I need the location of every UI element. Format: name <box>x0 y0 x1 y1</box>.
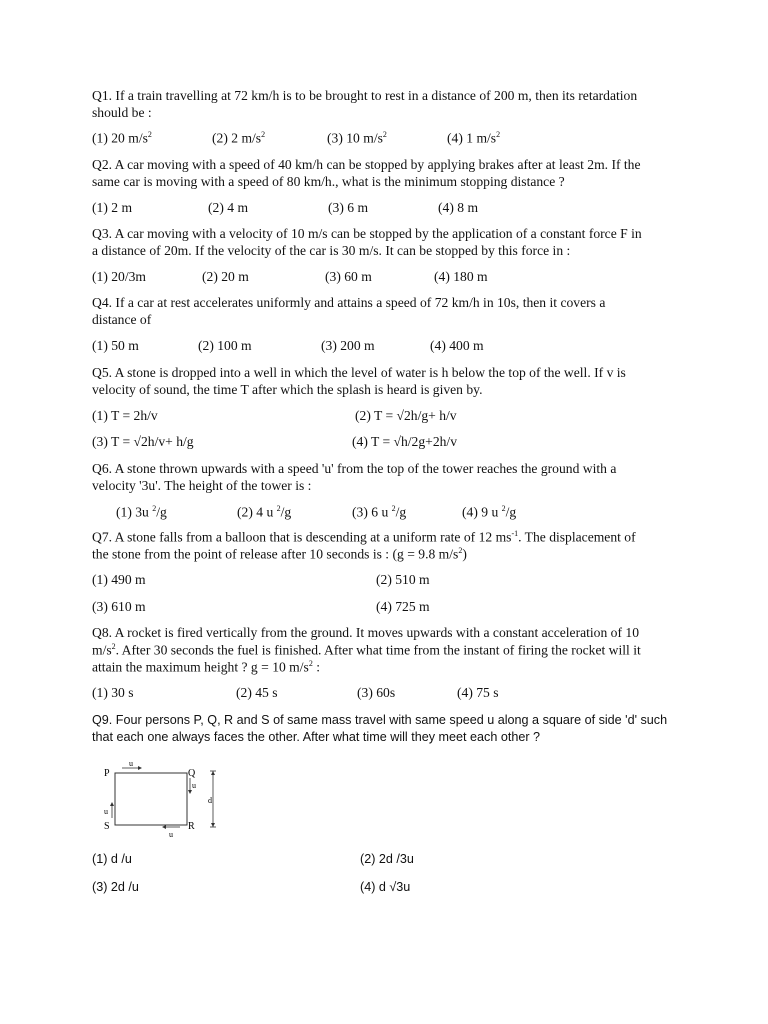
square-diagram <box>92 756 232 840</box>
q2-option-4: (4) 8 m <box>438 200 479 215</box>
q5-option-2: (2) T = √2h/g+ h/v <box>355 408 457 423</box>
q1-text-line-1: Q1. If a train travelling at 72 km/h is to be brought to rest in a distance of 200 m, then its retardation <box>92 88 638 103</box>
square-outline <box>115 773 187 825</box>
q2-text-line-2: same car is moving with a speed of 80 km/h., what is the minimum stopping distance ? <box>92 174 565 189</box>
q3-option-3: (3) 60 m <box>325 269 372 284</box>
q5-option-1: (1) T = 2h/v <box>92 408 158 423</box>
dimension-arrow-down-icon <box>211 823 215 827</box>
q6-option-1: (1) 3u $^2$/g <box>116 504 167 520</box>
q4-option-3: (3) 200 m <box>321 338 375 353</box>
q9-option-2: (2) 2d /3u <box>360 852 414 866</box>
q7-text-line-2: the stone from the point of release after 10 seconds is : (g = 9.8 $m/s^2$) <box>92 546 467 562</box>
q8-text-line-3: attain the maximum height ? g = 10 $m/s^2$ : <box>92 659 321 675</box>
q3-text-line-1: Q3. A car moving with a velocity of 10 m/s can be stopped by the application of a constant force F in <box>92 226 642 241</box>
q3-option-4: (4) 180 m <box>434 269 488 284</box>
label-r: R <box>188 821 195 832</box>
arrowhead-right-icon <box>138 766 142 770</box>
q7-option-3: (3) 610 m <box>92 599 146 614</box>
q8-text-line-2: $m/s^2$. After 30 seconds the fuel is finished. After what time from the instant of firing the rocket will it <box>92 642 641 658</box>
label-u-bottom: u <box>169 830 173 839</box>
dimension-arrow-up-icon <box>211 771 215 775</box>
label-u-left: u <box>104 807 108 816</box>
q1-option-2: (2) 2 $m/s^2$ <box>212 130 266 146</box>
q1-text-line-2: should be : <box>92 105 152 120</box>
label-u-top: u <box>129 759 133 768</box>
q4-text-line-1: Q4. If a car at rest accelerates uniformly and attains a speed of 72 km/h in 10s, then it covers a <box>92 295 606 310</box>
q3-option-1: (1) 20/3m <box>92 269 146 284</box>
q9-text-line-2: that each one always faces the other. After what time will they meet each other ? <box>92 730 541 744</box>
arrowhead-down-icon <box>188 790 192 794</box>
q6-option-4: (4) 9 u $^2$/g <box>462 504 517 520</box>
q2-option-1: (1) 2 m <box>92 200 133 215</box>
q4-option-2: (2) 100 m <box>198 338 252 353</box>
q7-option-2: (2) 510 m <box>376 572 430 587</box>
q9-option-4: (4) d √3u <box>360 880 411 894</box>
q7-text-line-1: Q7. A stone falls from a balloon that is descending at a uniform rate of 12 $ms^{-1}$. The displacement of <box>92 529 636 545</box>
q6-text-line-1: Q6. A stone thrown upwards with a speed 'u' from the top of the tower reaches the ground with a <box>92 461 617 476</box>
q5-text-line-2: velocity of sound, the time T after which the splash is heard is given by. <box>92 382 483 397</box>
q4-option-1: (1) 50 m <box>92 338 139 353</box>
label-s: S <box>104 821 110 832</box>
label-u-right: u <box>192 781 196 790</box>
label-p: P <box>104 768 110 779</box>
q3-option-2: (2) 20 m <box>202 269 249 284</box>
q9-option-1: (1) d /u <box>92 852 132 866</box>
arrowhead-up-icon <box>110 802 114 806</box>
q6-option-3: (3) 6 u $^2$/g <box>352 504 407 520</box>
q9-option-3: (3) 2d /u <box>92 880 139 894</box>
q7-option-1: (1) 490 m <box>92 572 146 587</box>
q6-option-2: (2) 4 u $^2$/g <box>237 504 292 520</box>
q8-option-4: (4) 75 s <box>457 685 499 700</box>
q5-text-line-1: Q5. A stone is dropped into a well in which the level of water is h below the top of the well. If v is <box>92 365 626 380</box>
q1-option-4: (4) 1 $m/s^2$ <box>447 130 501 146</box>
q1-option-1: (1) 20 $m/s^2$ <box>92 130 152 146</box>
q3-text-line-2: a distance of 20m. If the velocity of the car is 30 m/s. It can be stopped by this force in : <box>92 243 571 258</box>
q5-option-4: (4) T = √h/2g+2h/v <box>352 434 457 449</box>
q6-text-line-2: velocity '3u'. The height of the tower is : <box>92 478 312 493</box>
q8-option-1: (1) 30 s <box>92 685 134 700</box>
q8-option-2: (2) 45 s <box>236 685 278 700</box>
arrowhead-left-icon <box>162 825 166 829</box>
q7-option-4: (4) 725 m <box>376 599 430 614</box>
q4-text-line-2: distance of <box>92 312 152 327</box>
q8-text-line-1: Q8. A rocket is fired vertically from the ground. It moves upwards with a constant acceleration of 10 <box>92 625 639 640</box>
q2-option-3: (3) 6 m <box>328 200 369 215</box>
q9-text-line-1: Q9. Four persons P, Q, R and S of same mass travel with same speed u along a square of side 'd' such <box>92 713 668 727</box>
q1-option-3: (3) 10 $m/s^2$ <box>327 130 387 146</box>
label-d: d <box>208 796 212 805</box>
q2-option-2: (2) 4 m <box>208 200 249 215</box>
q8-option-3: (3) 60s <box>357 685 396 700</box>
q4-option-4: (4) 400 m <box>430 338 484 353</box>
label-q: Q <box>188 768 196 779</box>
q2-text-line-1: Q2. A car moving with a speed of 40 km/h can be stopped by applying brakes after at least 2m. If the <box>92 157 641 172</box>
q5-option-3: (3) T = √2h/v+ h/g <box>92 434 194 449</box>
